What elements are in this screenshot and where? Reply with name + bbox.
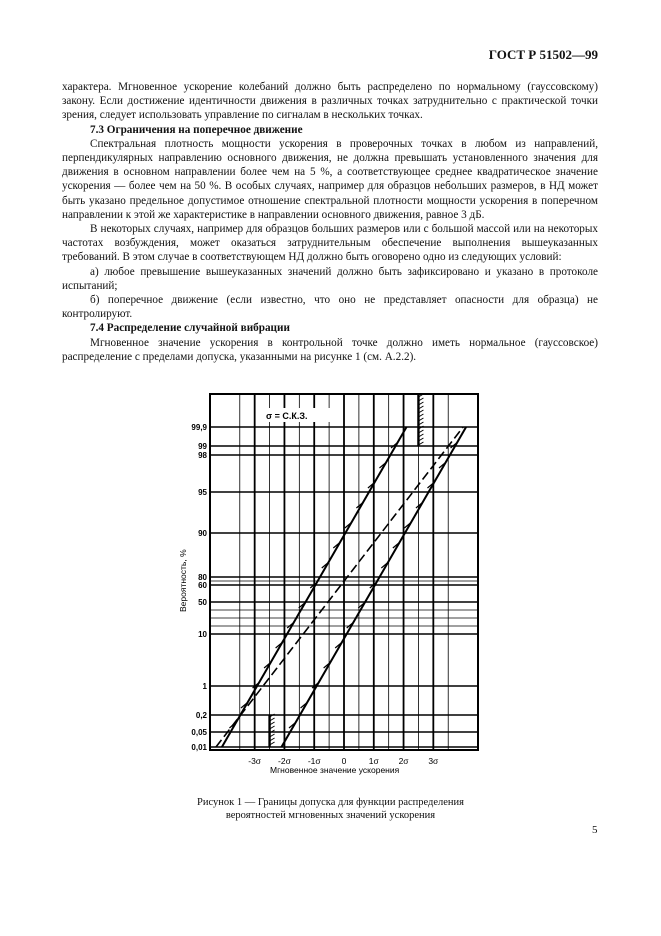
y-tick-label: 1 [202,682,207,691]
x-axis-label: Мгновенное значение ускорения [270,765,400,775]
y-tick-label: 99,9 [191,423,207,432]
y-axis-label: Вероятность, % [178,549,188,612]
paragraph-option-b: б) поперечное движение (если известно, что оно не представляет опасности для образца) не контролируют. [62,294,598,321]
paragraph-option-a: а) любое превышение вышеуказанных значений должно быть зафиксировано и указано в протоколе испытаний; [62,265,598,292]
y-tick-label: 80 [198,573,207,582]
page-number: 5 [592,824,598,836]
chart-series [216,427,466,747]
y-tick-label: 0,2 [195,711,207,720]
y-tick-label: 90 [198,529,207,538]
body-text [62,80,598,364]
chart-title: σ = С.К.З. [266,411,308,421]
paragraph-continuation: характера. Мгновенное ускорение колебаний должно быть распределено по нормальному (гауссовскому) закону. Если достижение идентичности движения в различных точках затруднительно с практической точки зрения, следует использовать управление по сигналам в нескольких точках. [62,81,598,122]
y-tick-labels [191,423,207,752]
figure-caption [0,796,661,822]
standard-header: ГОСТ Р 51502—99 [488,47,598,62]
section-heading-7-4: 7.4 Распределение случайной вибрации [90,322,290,335]
x-tick-label: -2σ [278,756,291,766]
probability-chart [170,392,490,792]
x-tick-label: 1σ [368,756,379,766]
paragraph-special-cases: В некоторых случаях, например для образцов больших размеров или с большой массой или на некоторых частотах возбуждения, может оказаться затруднительным обеспечение выполнения вышеуказанных требований. В этом случае в соответствующем НД должно быть оговорено одно из следующих условий: [62,223,598,264]
x-tick-label: 2σ [398,756,409,766]
section-heading-7-3: 7.3 Ограничения на поперечное движение [90,123,303,136]
y-tick-label: 0,01 [191,743,207,752]
caption-line-1: Рисунок 1 — Границы допуска для функции распределения [197,797,464,808]
vertical-gridlines [240,394,448,750]
y-tick-label: 0,05 [191,728,207,737]
caption-line-2: вероятностей мгновенных значений ускорения [225,810,436,821]
y-tick-label: 50 [198,598,207,607]
chart-bounds [270,394,424,747]
figure-1 [170,392,490,792]
y-tick-label: 10 [198,630,207,639]
x-tick-label: 3σ [428,756,439,766]
y-tick-label: 60 [198,581,207,590]
paragraph-distribution: Мгновенное значение ускорения в контрольной точке должно иметь нормальное (гауссовское) распределение с пределами допуска, указанными на рисунке 1 (см. А.2.2). [62,336,598,363]
mean-line [216,427,463,747]
x-tick-label: -3σ [248,756,262,766]
paragraph-spectral-density: Спектральная плотность мощности ускорения в проверочных точках в любом из направлений, перпендикулярных направлению основного движения, не должна превышать установленного значения для движения в основном направлении более чем на 5 %, а соответствующее среднее квадратическое значение ускорения — более чем на 50 %. В особых случаях, например для образцов небольших размеров, в НД может быть указано предельное допустимое отношение спектральной плотности мощности ускорения в поперечном направлении к этой же характеристике в направлении основного движения, равное 3 дБ. [62,137,598,221]
y-tick-label: 95 [198,488,207,497]
x-tick-label: -1σ [307,756,321,766]
y-tick-label: 99 [198,442,207,451]
x-tick-label: 0 [341,756,347,766]
y-tick-label: 98 [198,451,207,460]
